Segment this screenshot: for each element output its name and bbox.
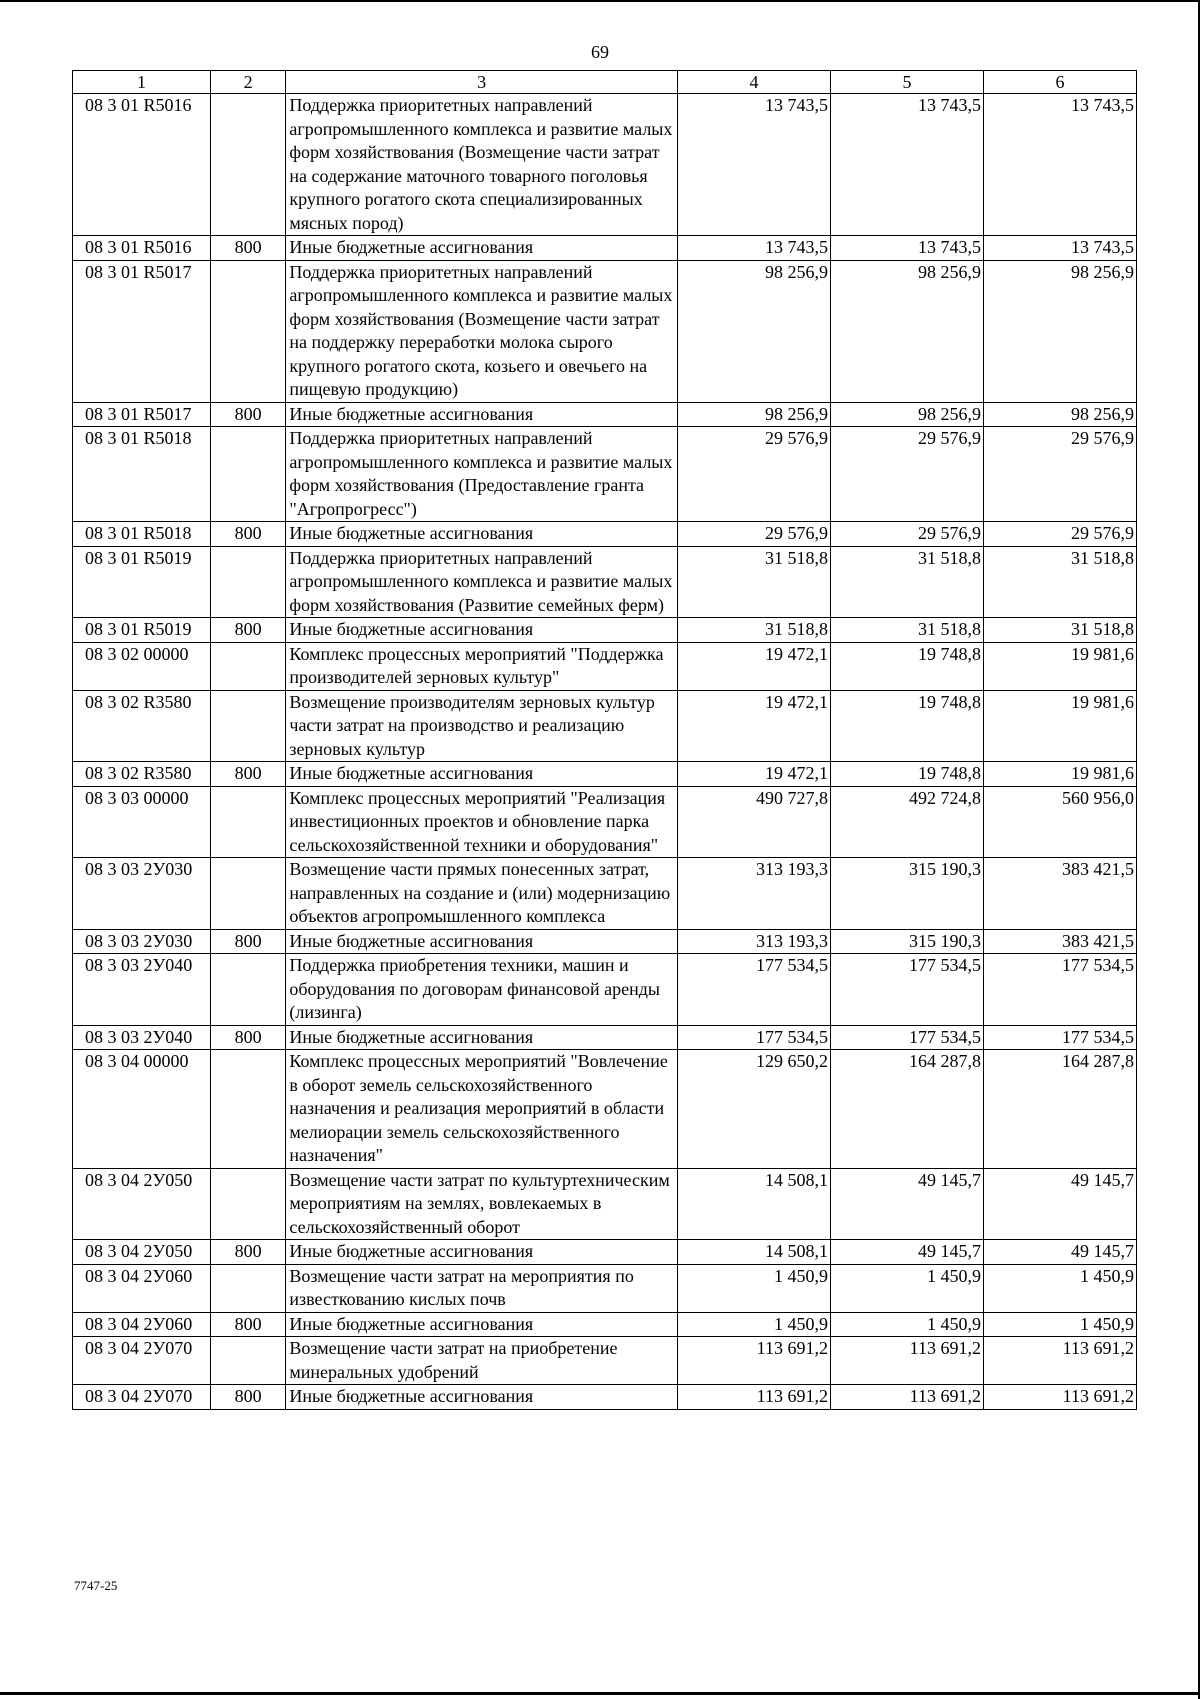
table-row bbox=[73, 1264, 1137, 1312]
row-value-col5: 164 287,8 bbox=[830, 1050, 983, 1169]
row-value-col4: 113 691,2 bbox=[677, 1385, 830, 1410]
row-value-col5: 49 145,7 bbox=[830, 1240, 983, 1265]
row-name: Комплекс процессных мероприятий "Поддержка производителей зерновых культур" bbox=[286, 642, 678, 690]
row-expense-type bbox=[210, 954, 285, 1026]
table-row bbox=[73, 858, 1137, 930]
row-value-col5: 315 190,3 bbox=[830, 858, 983, 930]
row-name: Иные бюджетные ассигнования bbox=[286, 1312, 678, 1337]
row-value-col6: 383 421,5 bbox=[983, 929, 1136, 954]
table-row bbox=[73, 1240, 1137, 1265]
row-expense-type: 800 bbox=[210, 618, 285, 643]
row-name: Возмещение части затрат по культуртехническим мероприятиям на землях, вовлекаемых в сельскохозяйственный оборот bbox=[286, 1168, 678, 1240]
row-value-col4: 313 193,3 bbox=[677, 858, 830, 930]
row-code: 08 3 01 R5018 bbox=[73, 427, 211, 522]
row-value-col6: 13 743,5 bbox=[983, 94, 1136, 236]
row-name: Иные бюджетные ассигнования bbox=[286, 762, 678, 787]
row-value-col6: 49 145,7 bbox=[983, 1240, 1136, 1265]
row-expense-type bbox=[210, 1050, 285, 1169]
row-value-col6: 113 691,2 bbox=[983, 1337, 1136, 1385]
row-value-col5: 19 748,8 bbox=[830, 642, 983, 690]
row-value-col5: 177 534,5 bbox=[830, 1025, 983, 1050]
row-value-col4: 31 518,8 bbox=[677, 618, 830, 643]
table-row bbox=[73, 94, 1137, 236]
row-value-col4: 1 450,9 bbox=[677, 1312, 830, 1337]
row-expense-type bbox=[210, 1337, 285, 1385]
row-value-col6: 19 981,6 bbox=[983, 690, 1136, 762]
row-name: Иные бюджетные ассигнования bbox=[286, 402, 678, 427]
table-row bbox=[73, 546, 1137, 618]
table-row bbox=[73, 954, 1137, 1026]
row-expense-type: 800 bbox=[210, 1025, 285, 1050]
row-name: Возмещение части затрат на мероприятия по известкованию кислых почв bbox=[286, 1264, 678, 1312]
row-value-col6: 177 534,5 bbox=[983, 1025, 1136, 1050]
row-value-col4: 177 534,5 bbox=[677, 954, 830, 1026]
table-row bbox=[73, 260, 1137, 402]
row-expense-type: 800 bbox=[210, 236, 285, 261]
row-expense-type: 800 bbox=[210, 762, 285, 787]
row-name: Иные бюджетные ассигнования bbox=[286, 522, 678, 547]
page-border-top bbox=[0, 0, 1200, 2]
row-expense-type: 800 bbox=[210, 1385, 285, 1410]
row-name: Возмещение части прямых понесенных затрат, направленных на создание и (или) модернизацию объектов агропромышленного комплекса bbox=[286, 858, 678, 930]
table-row bbox=[73, 762, 1137, 787]
row-code: 08 3 04 2У050 bbox=[73, 1168, 211, 1240]
row-value-col5: 492 724,8 bbox=[830, 786, 983, 858]
row-value-col6: 19 981,6 bbox=[983, 762, 1136, 787]
row-value-col6: 29 576,9 bbox=[983, 427, 1136, 522]
row-expense-type: 800 bbox=[210, 1312, 285, 1337]
row-code: 08 3 04 2У060 bbox=[73, 1312, 211, 1337]
table-row bbox=[73, 1168, 1137, 1240]
row-value-col4: 13 743,5 bbox=[677, 236, 830, 261]
row-name: Иные бюджетные ассигнования bbox=[286, 1240, 678, 1265]
row-value-col4: 31 518,8 bbox=[677, 546, 830, 618]
row-value-col5: 29 576,9 bbox=[830, 427, 983, 522]
row-value-col6: 49 145,7 bbox=[983, 1168, 1136, 1240]
row-value-col6: 98 256,9 bbox=[983, 402, 1136, 427]
header-col-5: 5 bbox=[830, 71, 983, 94]
page-number: 69 bbox=[591, 42, 609, 62]
header-col-1: 1 bbox=[73, 71, 211, 94]
row-expense-type bbox=[210, 642, 285, 690]
row-value-col5: 31 518,8 bbox=[830, 546, 983, 618]
budget-table bbox=[72, 70, 1137, 1410]
row-value-col5: 98 256,9 bbox=[830, 402, 983, 427]
table-row bbox=[73, 929, 1137, 954]
row-expense-type bbox=[210, 690, 285, 762]
table-row bbox=[73, 427, 1137, 522]
table-row bbox=[73, 1337, 1137, 1385]
row-value-col4: 14 508,1 bbox=[677, 1240, 830, 1265]
row-name: Поддержка приоритетных направлений агропромышленного комплекса и развитие малых форм хозяйствования (Предоставление гранта "Агропрогресс") bbox=[286, 427, 678, 522]
row-value-col4: 490 727,8 bbox=[677, 786, 830, 858]
row-code: 08 3 01 R5018 bbox=[73, 522, 211, 547]
page-border-bottom bbox=[0, 1692, 1200, 1695]
row-code: 08 3 04 2У070 bbox=[73, 1385, 211, 1410]
row-expense-type bbox=[210, 1264, 285, 1312]
row-code: 08 3 02 R3580 bbox=[73, 762, 211, 787]
row-value-col5: 177 534,5 bbox=[830, 954, 983, 1026]
row-value-col6: 31 518,8 bbox=[983, 618, 1136, 643]
row-value-col4: 29 576,9 bbox=[677, 522, 830, 547]
row-value-col5: 19 748,8 bbox=[830, 690, 983, 762]
row-expense-type: 800 bbox=[210, 522, 285, 547]
table-row bbox=[73, 236, 1137, 261]
row-name: Комплекс процессных мероприятий "Вовлечение в оборот земель сельскохозяйственного назначения и реализация мероприятий в области мелиорации земель сельскохозяйственного назначения" bbox=[286, 1050, 678, 1169]
row-code: 08 3 01 R5019 bbox=[73, 618, 211, 643]
row-value-col5: 113 691,2 bbox=[830, 1385, 983, 1410]
header-col-2: 2 bbox=[210, 71, 285, 94]
row-name: Иные бюджетные ассигнования bbox=[286, 929, 678, 954]
row-name: Поддержка приоритетных направлений агропромышленного комплекса и развитие малых форм хозяйствования (Развитие семейных ферм) bbox=[286, 546, 678, 618]
row-code: 08 3 01 R5016 bbox=[73, 94, 211, 236]
row-value-col5: 13 743,5 bbox=[830, 94, 983, 236]
row-code: 08 3 04 2У070 bbox=[73, 1337, 211, 1385]
row-name: Поддержка приобретения техники, машин и оборудования по договорам финансовой аренды (лизинга) bbox=[286, 954, 678, 1026]
table-row bbox=[73, 642, 1137, 690]
row-code: 08 3 01 R5019 bbox=[73, 546, 211, 618]
row-value-col5: 13 743,5 bbox=[830, 236, 983, 261]
table-row bbox=[73, 618, 1137, 643]
row-value-col6: 113 691,2 bbox=[983, 1385, 1136, 1410]
row-value-col4: 14 508,1 bbox=[677, 1168, 830, 1240]
row-value-col4: 29 576,9 bbox=[677, 427, 830, 522]
table-row bbox=[73, 522, 1137, 547]
row-code: 08 3 02 R3580 bbox=[73, 690, 211, 762]
table-row bbox=[73, 690, 1137, 762]
row-value-col5: 29 576,9 bbox=[830, 522, 983, 547]
row-value-col6: 13 743,5 bbox=[983, 236, 1136, 261]
row-code: 08 3 03 00000 bbox=[73, 786, 211, 858]
row-expense-type bbox=[210, 546, 285, 618]
row-value-col6: 29 576,9 bbox=[983, 522, 1136, 547]
row-value-col5: 98 256,9 bbox=[830, 260, 983, 402]
row-value-col5: 19 748,8 bbox=[830, 762, 983, 787]
row-value-col6: 19 981,6 bbox=[983, 642, 1136, 690]
table-row bbox=[73, 1385, 1137, 1410]
row-value-col6: 164 287,8 bbox=[983, 1050, 1136, 1169]
row-value-col4: 98 256,9 bbox=[677, 402, 830, 427]
row-value-col4: 98 256,9 bbox=[677, 260, 830, 402]
row-code: 08 3 01 R5017 bbox=[73, 402, 211, 427]
header-col-6: 6 bbox=[983, 71, 1136, 94]
row-value-col5: 113 691,2 bbox=[830, 1337, 983, 1385]
row-value-col4: 177 534,5 bbox=[677, 1025, 830, 1050]
table-row bbox=[73, 402, 1137, 427]
row-value-col4: 13 743,5 bbox=[677, 94, 830, 236]
row-value-col4: 1 450,9 bbox=[677, 1264, 830, 1312]
row-value-col6: 31 518,8 bbox=[983, 546, 1136, 618]
row-code: 08 3 01 R5017 bbox=[73, 260, 211, 402]
document-code: 7747-25 bbox=[74, 1578, 118, 1593]
header-col-4: 4 bbox=[677, 71, 830, 94]
row-value-col4: 129 650,2 bbox=[677, 1050, 830, 1169]
row-name: Иные бюджетные ассигнования bbox=[286, 1025, 678, 1050]
table-body bbox=[73, 94, 1137, 1410]
row-value-col5: 31 518,8 bbox=[830, 618, 983, 643]
row-code: 08 3 04 00000 bbox=[73, 1050, 211, 1169]
row-name: Комплекс процессных мероприятий "Реализация инвестиционных проектов и обновление парка сельскохозяйственной техники и оборудования" bbox=[286, 786, 678, 858]
row-code: 08 3 01 R5016 bbox=[73, 236, 211, 261]
row-name: Возмещение части затрат на приобретение минеральных удобрений bbox=[286, 1337, 678, 1385]
row-value-col4: 19 472,1 bbox=[677, 762, 830, 787]
row-name: Иные бюджетные ассигнования bbox=[286, 618, 678, 643]
row-expense-type: 800 bbox=[210, 1240, 285, 1265]
row-code: 08 3 03 2У030 bbox=[73, 929, 211, 954]
row-value-col4: 19 472,1 bbox=[677, 690, 830, 762]
table-row bbox=[73, 1312, 1137, 1337]
row-name: Иные бюджетные ассигнования bbox=[286, 236, 678, 261]
row-expense-type bbox=[210, 260, 285, 402]
header-row bbox=[73, 71, 1137, 94]
row-value-col6: 1 450,9 bbox=[983, 1312, 1136, 1337]
row-code: 08 3 04 2У050 bbox=[73, 1240, 211, 1265]
row-value-col4: 113 691,2 bbox=[677, 1337, 830, 1385]
row-code: 08 3 03 2У030 bbox=[73, 858, 211, 930]
row-name: Возмещение производителям зерновых культур части затрат на производство и реализацию зерновых культур bbox=[286, 690, 678, 762]
table-row bbox=[73, 1025, 1137, 1050]
row-code: 08 3 04 2У060 bbox=[73, 1264, 211, 1312]
row-value-col5: 315 190,3 bbox=[830, 929, 983, 954]
row-value-col6: 1 450,9 bbox=[983, 1264, 1136, 1312]
row-name: Иные бюджетные ассигнования bbox=[286, 1385, 678, 1410]
row-value-col4: 19 472,1 bbox=[677, 642, 830, 690]
row-code: 08 3 03 2У040 bbox=[73, 954, 211, 1026]
row-expense-type: 800 bbox=[210, 929, 285, 954]
row-expense-type bbox=[210, 427, 285, 522]
row-value-col6: 98 256,9 bbox=[983, 260, 1136, 402]
row-name: Поддержка приоритетных направлений агропромышленного комплекса и развитие малых форм хозяйствования (Возмещение части затрат на поддержку переработки молока сырого крупного рогатого скота, козьего и овечьего на пищевую продукцию) bbox=[286, 260, 678, 402]
table-row bbox=[73, 1050, 1137, 1169]
row-value-col6: 383 421,5 bbox=[983, 858, 1136, 930]
row-expense-type bbox=[210, 94, 285, 236]
row-value-col5: 1 450,9 bbox=[830, 1312, 983, 1337]
row-name: Поддержка приоритетных направлений агропромышленного комплекса и развитие малых форм хозяйствования (Возмещение части затрат на содержание маточного товарного поголовья крупного рогатого скота специализированных мясных пород) bbox=[286, 94, 678, 236]
row-expense-type bbox=[210, 786, 285, 858]
table-row bbox=[73, 786, 1137, 858]
row-value-col6: 177 534,5 bbox=[983, 954, 1136, 1026]
row-value-col4: 313 193,3 bbox=[677, 929, 830, 954]
row-value-col6: 560 956,0 bbox=[983, 786, 1136, 858]
header-col-3: 3 bbox=[286, 71, 678, 94]
row-expense-type bbox=[210, 1168, 285, 1240]
row-value-col5: 49 145,7 bbox=[830, 1168, 983, 1240]
row-value-col5: 1 450,9 bbox=[830, 1264, 983, 1312]
row-expense-type: 800 bbox=[210, 402, 285, 427]
table-header bbox=[73, 71, 1137, 94]
row-code: 08 3 03 2У040 bbox=[73, 1025, 211, 1050]
row-code: 08 3 02 00000 bbox=[73, 642, 211, 690]
row-expense-type bbox=[210, 858, 285, 930]
